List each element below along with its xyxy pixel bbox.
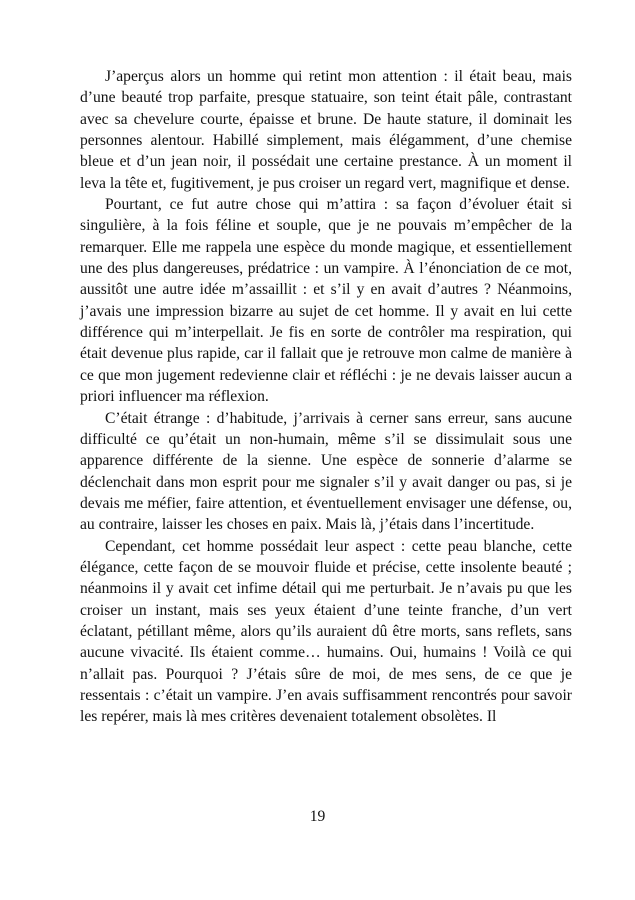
page-body xyxy=(80,66,572,728)
paragraph-1: J’aperçus alors un homme qui retint mon attention : il était beau, mais d’une beauté trop parfaite, presque statuaire, son teint était pâle, contrastant avec sa chevelure courte, épaisse et brune. De haute stature, il dominait les personnes alentour. Habillé simplement, mais élégamment, d’une chemise bleue et d’un jean noir, il possédait une certaine prestance. À un moment il leva la tête et, fugitivement, je pus croiser un regard vert, magnifique et dense. xyxy=(80,68,572,192)
paragraph-3: C’était étrange : d’habitude, j’arrivais à cerner sans erreur, sans aucune difficulté ce qu’était un non-humain, même s’il se dissimulait sous une apparence différente de la sienne. Une espèce de sonnerie d’alarme se déclenchait dans mon esprit pour me signaler s’il y avait danger ou pas, si je devais me méfier, faire attention, et éventuellement envisager une défense, ou, au contraire, laisser les choses en paix. Mais là, j’étais dans l’incertitude. xyxy=(80,409,572,534)
paragraph-4: Cependant, cet homme possédait leur aspect : cette peau blanche, cette élégance, cette façon de se mouvoir fluide et précise, cette insolente beauté ; néanmoins il y avait cet infime détail qui me perturbait. Je n’avais pu que les croiser un instant, mais ses yeux étaient d’une teinte franche, d’un vert éclatant, pétillant même, alors qu’ils auraient dû être morts, sans reflets, sans aucune vivacité. Ils étaient comme… humains. Oui, humains ! Voilà ce qui n’allait pas. Pourquoi ? J’étais sûre de moi, de mes sens, de ce que je ressentais : c’était un vampire. J’en avais suffisamment rencontrés pour savoir les repérer, mais là mes critères devenaient totalement obsolètes. Il xyxy=(80,537,572,726)
page-number: 19 xyxy=(309,808,326,825)
paragraph-2: Pourtant, ce fut autre chose qui m’attira : sa façon d’évoluer était si singulière, à la fois féline et souple, que je ne pouvais m’empêcher de la remarquer. Elle me rappela une espèce du monde magique, et essentiellement une des plus dangereuses, prédatrice : un vampire. À l’énonciation de ce mot, aussitôt une autre idée m’assaillit : et s’il y en avait d’autres ? Néanmoins, j’avais une impression bizarre au sujet de cet homme. Il y avait en lui cette différence qui m’interpellait. Je fis en sorte de contrôler ma respiration, qui était devenue plus rapide, car il fallait que je retrouve mon calme de manière à ce que mon jugement redevienne clair et réfléchi : je ne devais laisser aucun a priori influencer ma réflexion. xyxy=(80,196,572,406)
